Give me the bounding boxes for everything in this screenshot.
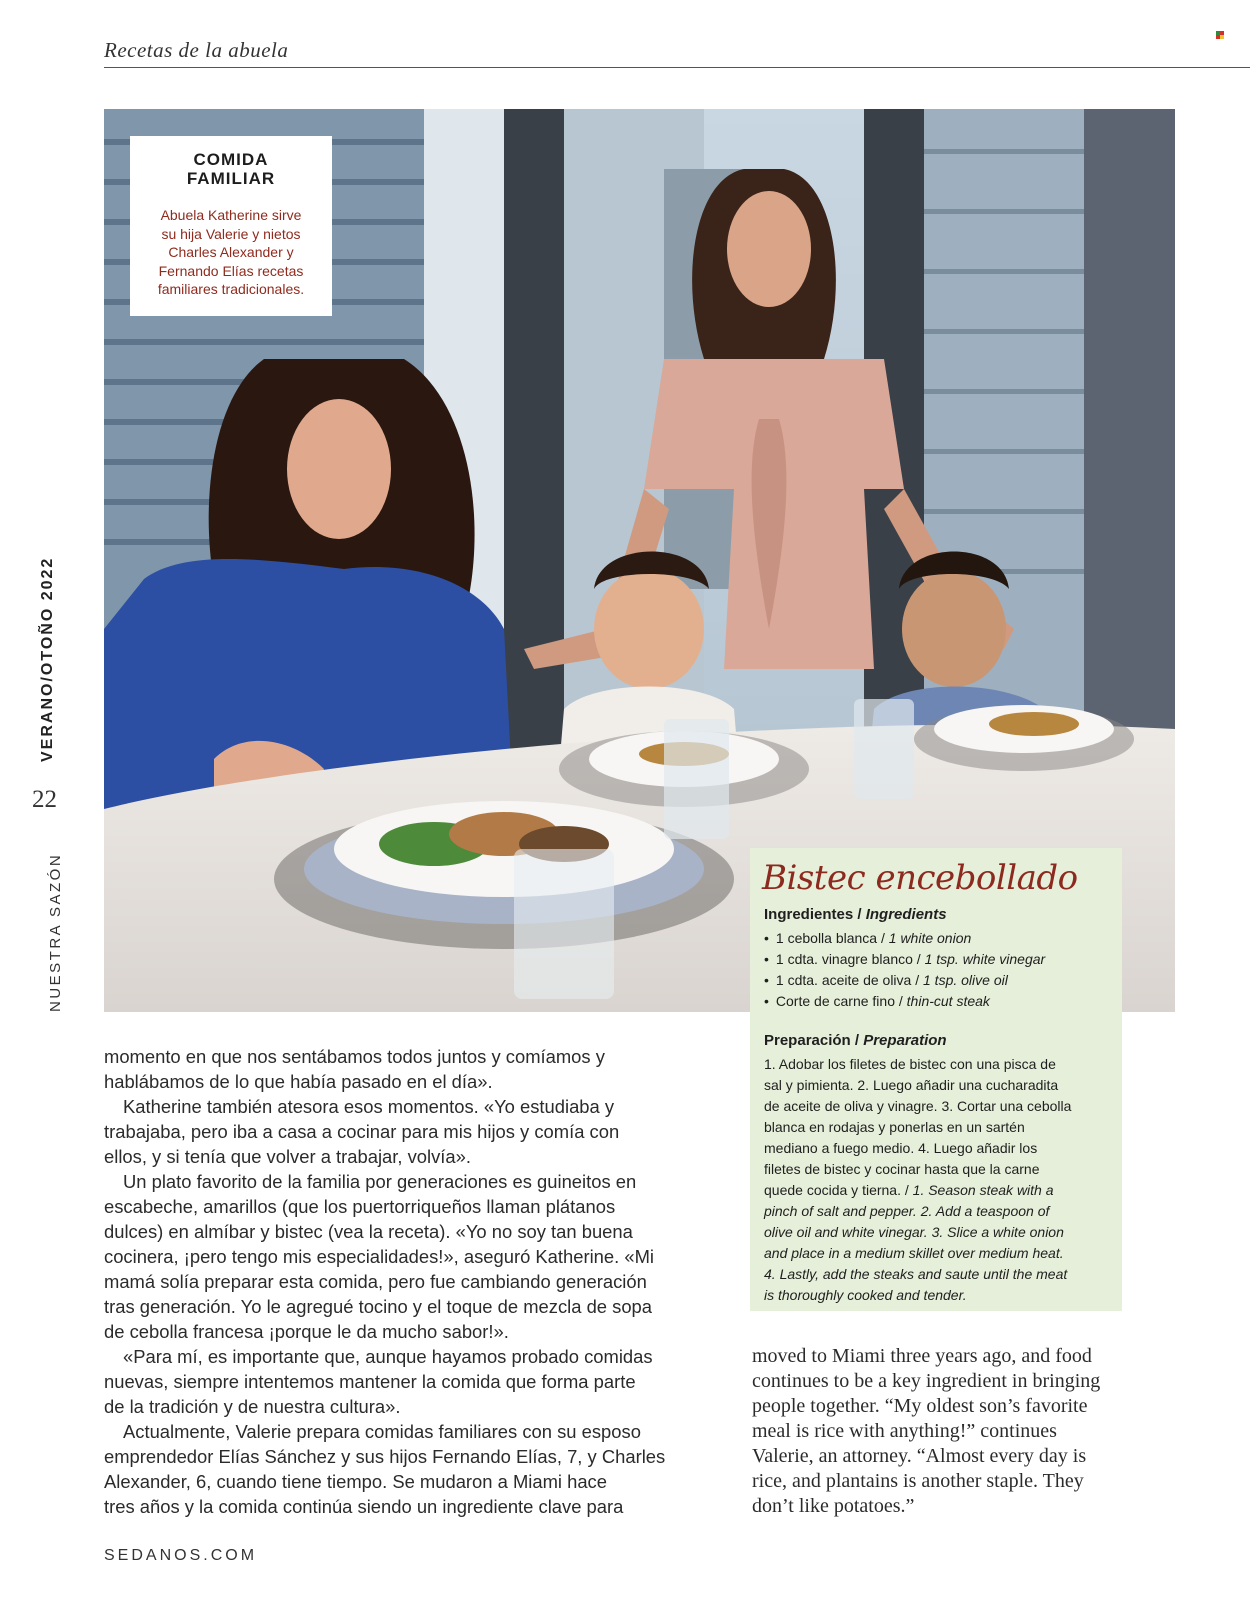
photo-caption bbox=[130, 136, 332, 316]
article-line: nuevas, siempre intentemos mantener la comida que forma parte bbox=[104, 1371, 636, 1392]
article-line: ellos, y si tenía que volver a trabajar, volvía». bbox=[104, 1146, 471, 1167]
prep-line: filetes de bistec y cocinar hasta que la carne bbox=[764, 1161, 1040, 1177]
caption-line: familiares tradicionales. bbox=[157, 281, 305, 297]
ingredient-item bbox=[764, 991, 1045, 1012]
article-line: momento en que nos sentábamos todos juntos y comíamos y bbox=[104, 1046, 605, 1067]
prep-line: de aceite de oliva y vinagre. 3. Cortar una cebolla bbox=[764, 1098, 1072, 1114]
ingredients-label-en: Ingredients bbox=[865, 906, 947, 923]
article-line: dulces) en almíbar y bistec (vea la receta). «Yo no soy tan buena bbox=[104, 1221, 633, 1242]
article-line: tres años y la comida continúa siendo un ingrediente clave para bbox=[104, 1496, 624, 1517]
article-line: meal is rice with anything!” continues bbox=[752, 1420, 1057, 1442]
article-right-column bbox=[752, 1344, 1142, 1519]
prep-line-es: quede cocida y tierna. / bbox=[764, 1182, 913, 1198]
website-footer: SEDANOS.COM bbox=[104, 1547, 258, 1564]
article-line: «Para mí, es importante que, aunque hayamos probado comidas bbox=[123, 1346, 653, 1367]
ingredient-en: thin-cut steak bbox=[906, 993, 990, 1009]
preparation-text bbox=[764, 1054, 1114, 1306]
prep-line: blanca en rodajas y ponerlas en un sartén bbox=[764, 1119, 1025, 1135]
ingredient-es: Corte de carne fino / bbox=[775, 993, 907, 1009]
article-line: Valerie, an attorney. “Almost every day is bbox=[752, 1445, 1087, 1467]
article-line: emprendedor Elías Sánchez y sus hijos Fernando Elías, 7, y Charles bbox=[104, 1446, 666, 1467]
prep-line bbox=[764, 1285, 1114, 1306]
recipe-box bbox=[750, 848, 1122, 1311]
ingredient-es: 1 cdta. vinagre blanco / bbox=[775, 951, 925, 967]
section-title: Recetas de la abuela bbox=[104, 38, 289, 62]
article-line: rice, and plantains is another staple. They bbox=[752, 1470, 1084, 1492]
article-line: de cebolla francesa ¡porque le da mucho sabor!». bbox=[104, 1321, 509, 1342]
article-line: Un plato favorito de la familia por generaciones es guineitos en bbox=[123, 1171, 637, 1192]
page-number: 22 bbox=[32, 786, 57, 813]
caption-line: Abuela Katherine sirve bbox=[160, 207, 302, 223]
article-line: trabajaba, pero iba a casa a cocinar para mis hijos y comía con bbox=[104, 1121, 620, 1142]
ingredient-item bbox=[764, 949, 1045, 970]
prep-line-en: and place in a medium skillet over medium heat. bbox=[764, 1245, 1064, 1261]
corner-color-mark bbox=[1216, 31, 1224, 39]
article-line: tras generación. Yo le agregué tocino y el toque de mezcla de sopa bbox=[104, 1296, 653, 1317]
ingredient-es: 1 cdta. aceite de oliva / bbox=[775, 972, 923, 988]
caption-title-line: FAMILIAR bbox=[186, 169, 276, 188]
article-line: de la tradición y de nuestra cultura». bbox=[104, 1396, 401, 1417]
ingredient-en: 1 white onion bbox=[888, 930, 972, 946]
prep-line: sal y pimienta. 2. Luego añadir una cucharadita bbox=[764, 1077, 1059, 1093]
article-left-column bbox=[104, 1044, 724, 1519]
preparation-heading bbox=[764, 1032, 947, 1049]
article-line: continues to be a key ingredient in bringing bbox=[752, 1370, 1101, 1392]
caption-line: Charles Alexander y bbox=[168, 244, 294, 260]
preparation-label-en: Preparation bbox=[863, 1032, 947, 1049]
prep-line bbox=[764, 1264, 1114, 1285]
ingredient-en: 1 tsp. white vinegar bbox=[924, 951, 1046, 967]
prep-line-en: pinch of salt and pepper. 2. Add a teaspoon of bbox=[764, 1203, 1050, 1219]
prep-line bbox=[764, 1243, 1114, 1264]
article-line: people together. “My oldest son’s favorite bbox=[752, 1395, 1088, 1417]
caption-title bbox=[130, 150, 332, 188]
caption-line: su hija Valerie y nietos bbox=[161, 225, 301, 242]
ingredients-label-es: Ingredientes / bbox=[764, 906, 866, 923]
article-line: escabeche, amarillos (que los puertorriqueños llaman plátanos bbox=[104, 1196, 616, 1217]
preparation-label-es: Preparación / bbox=[764, 1032, 864, 1049]
caption-line: Fernando Elías recetas bbox=[158, 262, 304, 279]
article-line: Alexander, 6, cuando tiene tiempo. Se mudaron a Miami hace bbox=[104, 1471, 607, 1492]
recipe-title: Bistec encebollado bbox=[762, 858, 1078, 898]
ingredients-heading bbox=[764, 906, 947, 923]
article-line: cocinera, ¡pero tengo mis especialidades!», aseguró Katherine. «Mi bbox=[104, 1246, 654, 1267]
prep-line-en: 4. Lastly, add the steaks and saute until the meat bbox=[764, 1266, 1068, 1282]
prep-line bbox=[764, 1201, 1114, 1222]
prep-line-en: is thoroughly cooked and tender. bbox=[764, 1287, 967, 1303]
caption-text bbox=[130, 206, 332, 299]
article-line: moved to Miami three years ago, and food bbox=[752, 1345, 1092, 1367]
header-divider bbox=[104, 67, 1250, 68]
article-line: don’t like potatoes.” bbox=[752, 1495, 915, 1517]
prep-line bbox=[764, 1180, 1114, 1201]
prep-line bbox=[764, 1222, 1114, 1243]
magazine-name: NUESTRA SAZÓN bbox=[47, 852, 64, 1012]
ingredient-es: 1 cebolla blanca / bbox=[775, 930, 889, 946]
prep-line-en: olive oil and white vinegar. 3. Slice a white onion bbox=[764, 1224, 1064, 1240]
ingredient-item bbox=[764, 970, 1045, 991]
ingredient-item bbox=[764, 928, 1045, 949]
ingredient-en: 1 tsp. olive oil bbox=[923, 972, 1008, 988]
article-line: Katherine también atesora esos momentos. «Yo estudiaba y bbox=[123, 1096, 615, 1117]
article-line: hablábamos de lo que había pasado en el día». bbox=[104, 1071, 493, 1092]
article-line: mamá solía preparar esta comida, pero fue cambiando generación bbox=[104, 1271, 647, 1292]
issue-season: VERANO/OTOÑO 2022 bbox=[39, 556, 56, 762]
caption-title-line: COMIDA bbox=[193, 150, 269, 169]
prep-line: mediano a fuego medio. 4. Luego añadir los bbox=[764, 1140, 1038, 1156]
ingredients-list bbox=[764, 928, 1045, 1012]
prep-line: 1. Adobar los filetes de bistec con una pisca de bbox=[764, 1056, 1056, 1072]
prep-line-en: 1. Season steak with a bbox=[912, 1182, 1054, 1198]
article-line: Actualmente, Valerie prepara comidas familiares con su esposo bbox=[123, 1421, 641, 1442]
